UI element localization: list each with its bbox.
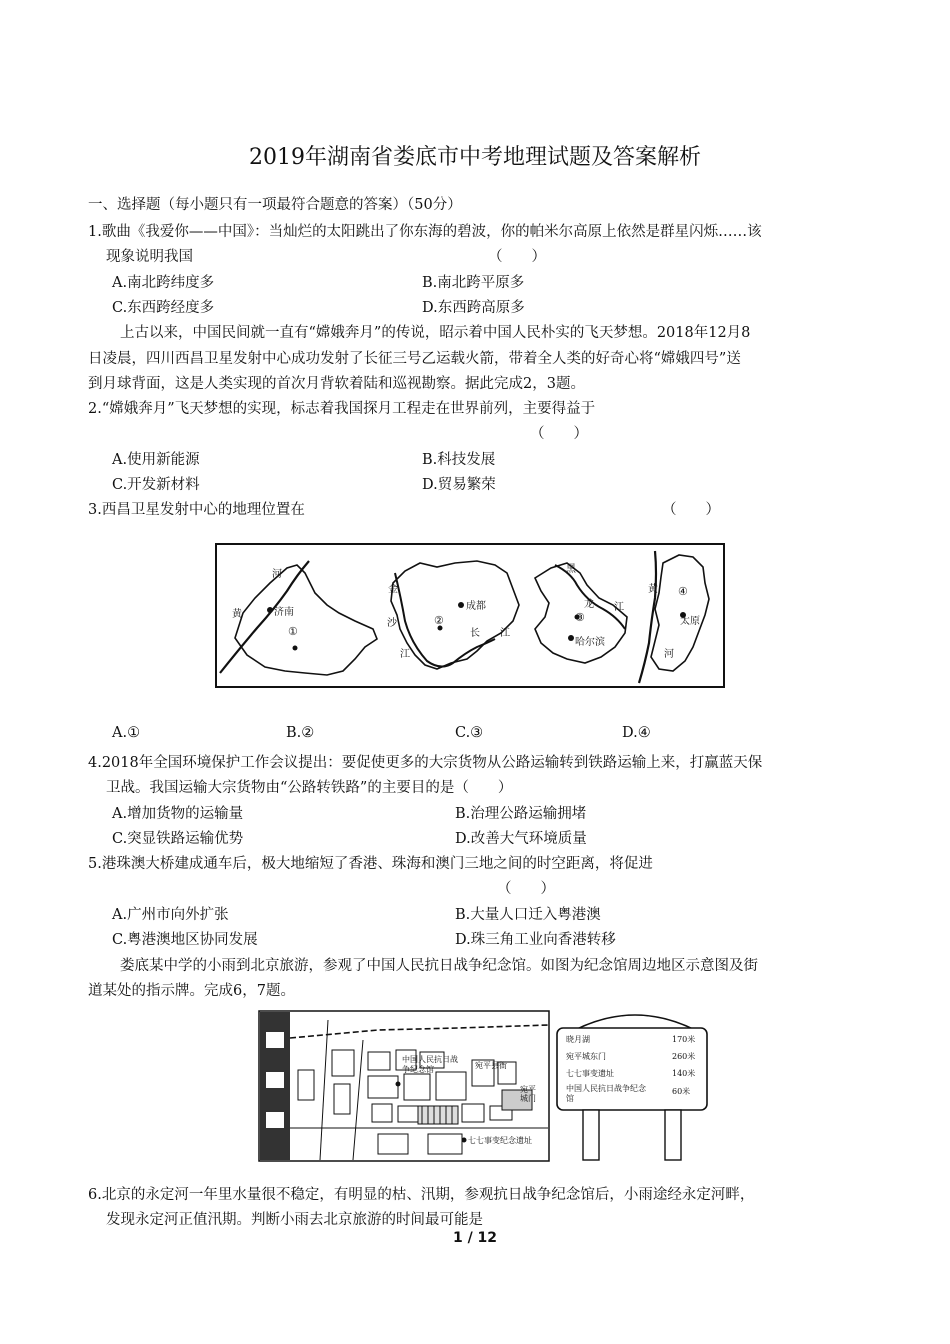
section-heading: 一、选择题（每小题只有一项最符合题意的答案）（50分）: [88, 197, 462, 213]
map-label-taiyuan: 太原: [680, 616, 700, 627]
q5-option-b: B.大量人口迁入粤港澳: [455, 907, 601, 923]
q2-option-a: A.使用新能源: [112, 452, 200, 468]
sign-row4-dist: 60米: [672, 1087, 691, 1096]
passage1-line2: 日凌晨，四川西昌卫星发射中心成功发射了长征三号乙运载火箭，带着全人类的好奇心将“嫦娥四号”送: [88, 351, 741, 367]
map-label-sha: 沙: [387, 618, 397, 629]
q4-option-d: D.改善大气环境质量: [455, 831, 587, 847]
label-museum: 中国人民抗日战争纪念馆: [402, 1055, 458, 1074]
q4-option-b: B.治理公路运输拥堵: [455, 806, 587, 822]
map-label-circle3: ③: [575, 611, 585, 624]
map-label-chengdu: 成都: [466, 601, 486, 612]
q5-stem: 5.港珠澳大桥建成通车后，极大地缩短了香港、珠海和澳门三地之间的时空距离，将促进: [88, 856, 653, 872]
passage1-line1: 上古以来，中国民间就一直有“嫦娥奔月”的传说，昭示着中国人民朴实的飞天梦想。2018年12月8: [120, 325, 751, 341]
map-label-huang1: 黄: [232, 609, 242, 620]
q2-stem: 2.“嫦娥奔月”飞天梦想的实现，标志着我国探月工程走在世界前列，主要得益于: [88, 401, 596, 417]
q1-option-b: B.南北跨平原多: [422, 275, 525, 291]
q1-option-a: A.南北跨纬度多: [112, 275, 215, 291]
q6-stem-line1: 6.北京的永定河一年里水量很不稳定，有明显的枯、汛期，参观抗日战争纪念馆后，小雨途经永定河畔，: [88, 1187, 755, 1203]
q1-stem-line1: 1.歌曲《我爱你——中国》：当灿烂的太阳跳出了你东海的碧波，你的帕米尔高原上依然是群星闪烁……该: [88, 224, 762, 240]
sign-row3-dist: 140米: [672, 1069, 696, 1078]
q2-option-c: C.开发新材料: [112, 477, 200, 493]
page-title: 2019年湖南省娄底市中考地理试题及答案解析: [249, 145, 701, 170]
q3-option-b: B.②: [286, 725, 315, 741]
q4-stem-line1: 4.2018年全国环境保护工作会议提出：要促使更多的大宗货物从公路运输转到铁路运输上来，打赢蓝天保: [88, 755, 763, 771]
map-label-chang: 长: [470, 628, 480, 639]
q6-stem-line2: 发现永定河正值汛期。判断小雨去北京旅游的时间最可能是: [106, 1212, 483, 1228]
map-label-he2: 河: [664, 649, 674, 660]
map-label-circle2: ②: [434, 614, 444, 627]
map-label-long: 龙: [584, 599, 594, 610]
q5-option-a: A.广州市向外扩张: [112, 907, 229, 923]
map-label-circle1: ①: [288, 625, 298, 638]
map-label-jinan: 济南: [274, 607, 294, 618]
q3-stem: 3.西昌卫星发射中心的地理位置在: [88, 502, 305, 518]
q1-option-c: C.东西跨经度多: [112, 300, 215, 316]
sign-row3-name: 七七事变遗址: [566, 1069, 614, 1078]
map-label-hei: 黑: [566, 564, 576, 575]
q1-option-d: D.东西跨高原多: [422, 300, 525, 316]
label-fort: 宛平县衙: [475, 1061, 507, 1070]
q2-answer-paren: （ ）: [530, 426, 588, 442]
map-label-harbin: 哈尔滨: [575, 637, 605, 648]
sign-row2-dist: 260米: [672, 1052, 696, 1061]
map-label-he1: 河: [272, 569, 282, 580]
q5-option-d: D.珠三角工业向香港转移: [455, 932, 616, 948]
q4-option-c: C.突显铁路运输优势: [112, 831, 244, 847]
sign-row2-name: 宛平城东门: [566, 1052, 606, 1061]
q5-answer-paren: （ ）: [497, 881, 555, 897]
map-label-jiang1: 江: [400, 649, 410, 660]
map-label-jin: 金: [388, 584, 398, 595]
q3-option-d: D.④: [622, 725, 651, 741]
q2-option-d: D.贸易繁荣: [422, 477, 496, 493]
passage1-line3: 到月球背面，这是人类实现的首次月背软着陆和巡视勘察。据此完成2，3题。: [88, 376, 585, 392]
q3-option-a: A.①: [112, 725, 141, 741]
passage2-line2: 道某处的指示牌。完成6，7题。: [88, 983, 295, 999]
map-label-jiang2: 江: [500, 628, 510, 639]
sign-row4-name: 中国人民抗日战争纪念馆: [566, 1084, 646, 1103]
label-site: 七七事变纪念遗址: [468, 1136, 532, 1145]
river-char-1: 永: [268, 1037, 278, 1047]
q1-stem-line2: 现象说明我国: [106, 249, 193, 265]
q1-answer-paren: （ ）: [488, 249, 546, 265]
map-label-jiang3: 江: [614, 602, 624, 613]
q3-answer-paren: （ ）: [662, 502, 720, 518]
river-char-2: 定: [268, 1077, 278, 1087]
q2-option-b: B.科技发展: [422, 452, 496, 468]
river-char-3: 河: [268, 1117, 278, 1127]
q3-option-c: C.③: [455, 725, 484, 741]
sign-row1-name: 晓月湖: [566, 1035, 590, 1044]
q4-stem-line2: 卫战。我国运输大宗货物由“公路转铁路”的主要目的是（ ）: [106, 780, 513, 796]
page-number: 1 / 12: [452, 1230, 498, 1246]
label-gate: 宛平城门: [520, 1085, 536, 1103]
map-label-huang2: 黄: [648, 584, 658, 595]
q4-option-a: A.增加货物的运输量: [112, 806, 244, 822]
map-label-circle4: ④: [678, 585, 688, 598]
passage2-line1: 娄底某中学的小雨到北京旅游，参观了中国人民抗日战争纪念馆。如图为纪念馆周边地区示意图及街: [120, 958, 758, 974]
q5-option-c: C.粤港澳地区协同发展: [112, 932, 258, 948]
sign-row1-dist: 170米: [672, 1035, 696, 1044]
